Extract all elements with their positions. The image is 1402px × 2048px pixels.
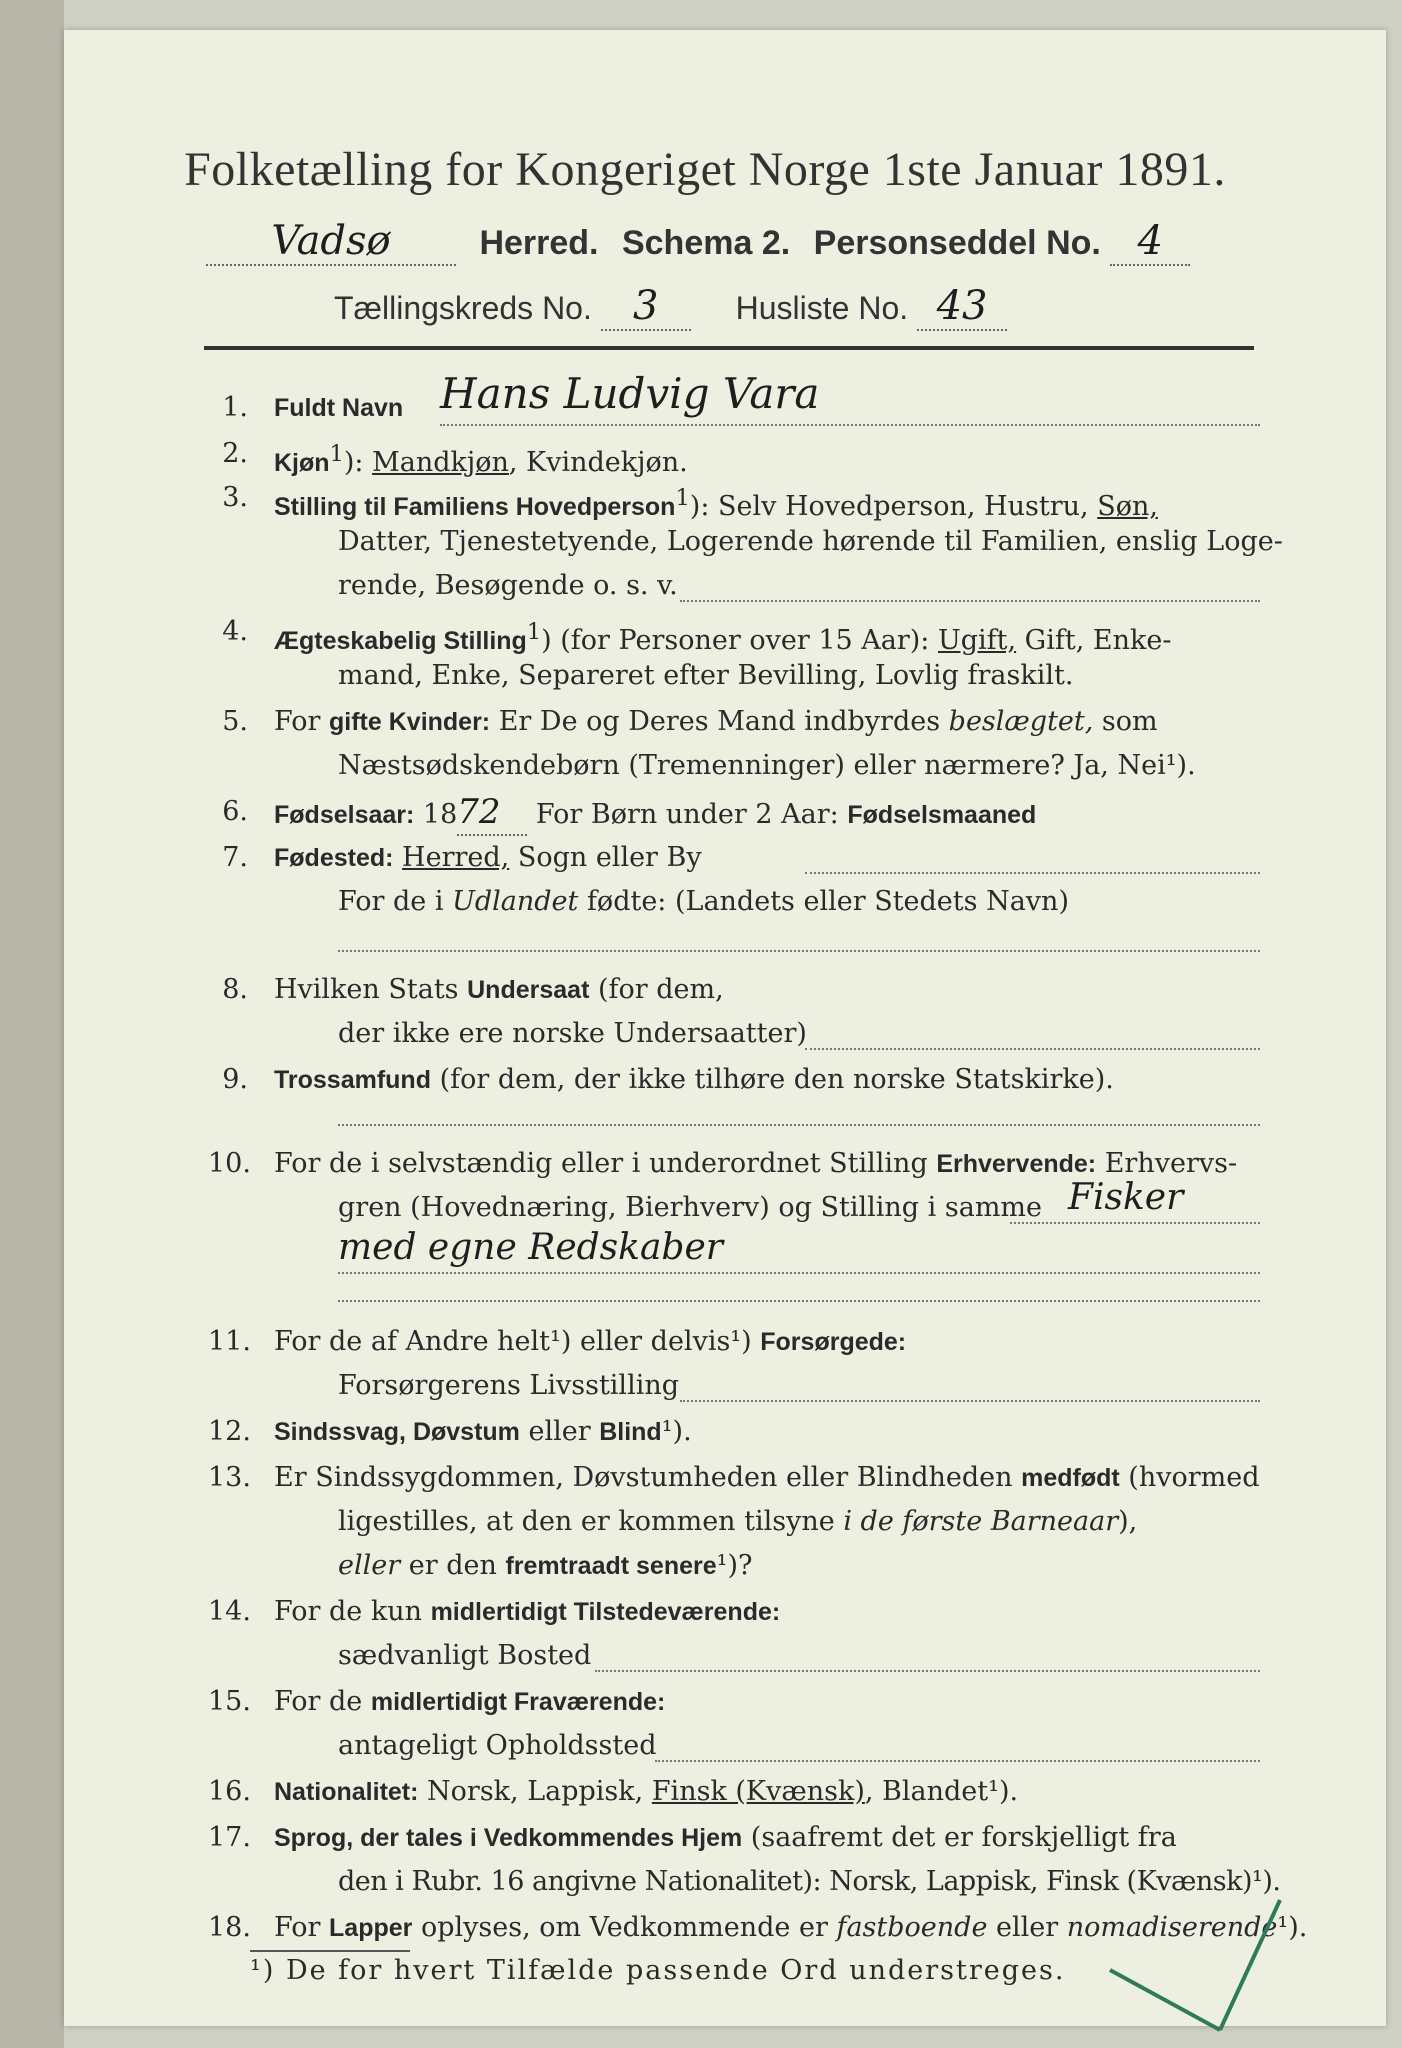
field-number: 16. [208, 1776, 251, 1807]
header-rule [204, 346, 1254, 350]
field-label: Kjøn [274, 449, 330, 477]
field-text [274, 1680, 665, 1724]
field-text [274, 1816, 1177, 1860]
field-label: Undersaat [467, 976, 590, 1004]
field-text-part: Norsk, Lappisk, [418, 1776, 652, 1807]
field-text [274, 1320, 906, 1364]
field-text-part: der ikke ere norske Undersaatter) [338, 1018, 807, 1049]
field-number: 10. [208, 1148, 251, 1179]
fill-line [680, 1400, 1260, 1402]
field-text-part: ¹)? [716, 1550, 753, 1581]
field-label: midlertidigt Tilstedeværende: [430, 1598, 781, 1626]
field-text [274, 968, 724, 1012]
field-text [274, 1770, 1018, 1814]
field-label: Nationalitet: [274, 1778, 419, 1806]
field-text-part: For Børn under 2 Aar: [527, 799, 848, 830]
field-text [274, 1410, 692, 1454]
field-text-part: For [274, 706, 330, 737]
field-text-part: Forsørgerens Livsstilling [338, 1370, 680, 1401]
field-text-part: Er De og Deres Mand indbyrdes [490, 706, 949, 737]
field-text-part: nomadiserende [1066, 1912, 1278, 1943]
fill-line [338, 950, 1260, 952]
field-text-part: i de første Barneaar [843, 1506, 1119, 1537]
field-text-part: ), [1118, 1506, 1138, 1537]
footnote-ref: 1 [329, 441, 344, 467]
field-text-part: oplyses, om Vedkommende er [412, 1912, 837, 1943]
footnote: ¹) De for hvert Tilfælde passende Ord understreges. [250, 1955, 1066, 1986]
husliste-value: 43 [917, 283, 1007, 331]
field-number: 3. [222, 482, 248, 513]
field-label: gifte Kvinder: [329, 708, 491, 736]
field-text [338, 1500, 1137, 1544]
field-number: 5. [222, 706, 248, 737]
field-text-part: (hvormed [1119, 1462, 1260, 1493]
selected-option: Søn, [1097, 491, 1158, 522]
selected-option: Mandkjøn [372, 447, 509, 478]
field-text-part: For de kun [274, 1596, 431, 1627]
fill-line [440, 424, 1260, 426]
field-label: Fødselsaar: [274, 801, 415, 829]
field-label: Fødested: [274, 844, 394, 872]
field-text-part: Sogn eller By [509, 842, 702, 873]
selected-option: Ugift, [937, 625, 1017, 656]
field-number: 17. [208, 1822, 251, 1853]
field-label: Fødselsmaaned [847, 801, 1037, 829]
field-text [274, 700, 1158, 744]
field-text-part: For de i [338, 886, 453, 917]
field-label: midlertidigt Fraværende: [370, 1688, 666, 1716]
field-text-part: Gift, Enke- [1016, 625, 1172, 656]
field-text-part: , Blandet¹). [864, 1776, 1019, 1807]
field-text-part: ¹). [661, 1416, 692, 1447]
occupation-value: Fisker [1068, 1177, 1184, 1218]
kreds-value: 3 [601, 283, 691, 331]
field-text-part: er den [400, 1550, 506, 1581]
field-text-part: som [1093, 706, 1158, 737]
field-text [274, 1058, 1114, 1102]
fill-line [595, 1670, 1260, 1672]
field-text-part: Hvilken Stats [274, 974, 468, 1005]
field-text-part: Er Sindssygdommen, Døvstumheden eller Blindheden [274, 1462, 1022, 1493]
field-label: Forsørgede: [760, 1328, 907, 1356]
full-name-value: Hans Ludvig Vara [440, 369, 820, 418]
birth-year-value: 72 [457, 790, 527, 836]
field-text: Stilling til Familiens Hovedperson$^1$): Selv Hovedperson, Hustru, Søn, [274, 485, 1158, 522]
field-label: Sprog, der tales i Vedkommendes Hjem [274, 1824, 743, 1852]
fill-line [655, 1760, 1260, 1762]
field-text [338, 1544, 753, 1588]
field-text [274, 1456, 1260, 1500]
field-number: 9. [222, 1064, 248, 1095]
fill-line [338, 1272, 1260, 1274]
field-number: 7. [222, 842, 248, 873]
field-text-part: ¹). [1277, 1912, 1308, 1943]
schema-label: Schema 2. [621, 224, 791, 262]
field-label: Ægteskabelig Stilling [274, 627, 527, 655]
field-text-part: For [274, 1912, 330, 1943]
header-line-herred [206, 218, 1190, 266]
field-number: 18. [208, 1912, 251, 1943]
form-title: Folketælling for Kongeriget Norge 1ste Januar 1891. [184, 143, 1226, 196]
field-text-part: eller [987, 1912, 1067, 1943]
field-label: Sindssvag, Døvstum [274, 1418, 520, 1446]
field-number: 6. [222, 796, 248, 827]
field-text-part: fastboende [836, 1912, 988, 1943]
fill-line [1010, 1222, 1260, 1224]
field-text-part: eller [338, 1550, 401, 1581]
field-text-part: antageligt Opholdssted [338, 1730, 657, 1761]
header-line-kreds [334, 283, 1007, 331]
field-text-part: Datter, Tjenestetyende, Logerende hørende til Familien, enslig Loge- [338, 526, 1283, 557]
field-text-part: beslægtet, [948, 706, 1094, 737]
field-number: 2. [222, 438, 248, 469]
husliste-label: Husliste No. [735, 290, 909, 326]
field-text [338, 880, 1069, 924]
field-text-part: 18 [414, 799, 458, 830]
field-label: Trossamfund [274, 1066, 431, 1094]
occupation-detail-value: med egne Redskaber [338, 1227, 723, 1268]
kreds-label: Tællingskreds No. [334, 290, 592, 326]
field-text-part: ): [343, 447, 373, 478]
field-text-part: Erhvervs- [1096, 1148, 1238, 1179]
field-number: 8. [222, 974, 248, 1005]
field-text-part: Næstsødskendebørn (Tremenninger) eller nærmere? Ja, Nei¹). [338, 750, 1196, 781]
field-text [274, 836, 702, 880]
fill-line [805, 1048, 1260, 1050]
field-text-part: Udlandet [452, 886, 579, 917]
field-label: Stilling til Familiens Hovedperson [274, 493, 676, 521]
field-text-part: ligestilles, at den er kommen tilsyne [338, 1506, 844, 1537]
field-text [274, 1590, 780, 1634]
field-label: Fuldt Navn [274, 394, 404, 422]
field-text-part: ) (for Personer over 15 Aar): [541, 625, 938, 656]
field-label: Lapper [329, 1914, 413, 1942]
field-text-part: (saafremt det er forskjelligt fra [742, 1822, 1177, 1853]
field-text-part: For de i selvstændig eller i underordnet Stilling [274, 1148, 937, 1179]
fill-line [338, 1300, 1260, 1302]
field-text-part: (for dem, der ikke tilhøre den norske Statskirke). [430, 1064, 1114, 1095]
field-text [274, 790, 1036, 837]
field-text-part: den i Rubr. 16 angivne Nationalitet): Norsk, Lappisk, Finsk (Kvænsk)¹). [338, 1866, 1281, 1897]
field-label: medfødt [1021, 1464, 1120, 1492]
field-text-part: mand, Enke, Separeret efter Bevilling, Lovlig fraskilt. [338, 660, 1074, 691]
scan-edge [0, 0, 64, 2048]
field-number: 1. [222, 392, 248, 423]
fill-line [805, 872, 1260, 874]
field-label: Erhvervende: [936, 1150, 1097, 1178]
field-number: 12. [208, 1416, 251, 1447]
field-text-part: gren (Hovednæring, Bierhverv) og Stilling i samme [338, 1192, 1043, 1223]
field-text-part: For de [274, 1686, 371, 1717]
field-text-part: (for dem, [589, 974, 724, 1005]
field-text: Ægteskabelig Stilling$^1$) (for Personer over 15 Aar): Ugift, Gift, Enke- [274, 619, 1172, 656]
field-text-part: ): Selv Hovedperson, Hustru, [689, 491, 1098, 522]
field-text-part: fødte: (Landets eller Stedets Navn) [578, 886, 1069, 917]
field-text-part: eller [519, 1416, 600, 1447]
selected-option: Finsk (Kvænsk) [651, 1776, 865, 1807]
field-text-part: For de af Andre helt¹) eller delvis¹) [274, 1326, 761, 1357]
green-check-mark [1100, 1880, 1300, 2040]
herred-value: Vadsø [206, 218, 456, 266]
field-text-part: , Kvindekjøn. [508, 447, 688, 478]
personseddel-label: Personseddel No. [813, 224, 1101, 262]
field-number: 14. [208, 1596, 251, 1627]
footnote-rule [250, 1950, 410, 1952]
selected-option: Herred, [402, 842, 510, 873]
field-number: 4. [222, 616, 248, 647]
fill-line [680, 600, 1260, 602]
fill-line [338, 1124, 1260, 1126]
field-label: fremtraadt senere [505, 1552, 717, 1580]
field-label: Blind [599, 1418, 662, 1446]
field-text-part: sædvanligt Bosted [338, 1640, 592, 1671]
check-stroke [1110, 1900, 1280, 2030]
field-number: 15. [208, 1686, 251, 1717]
field-number: 11. [208, 1326, 251, 1357]
personseddel-value: 4 [1110, 218, 1190, 266]
field-text-part: rende, Besøgende o. s. v. [338, 570, 678, 601]
herred-label: Herred. [479, 224, 599, 262]
field-number: 13. [208, 1462, 251, 1493]
